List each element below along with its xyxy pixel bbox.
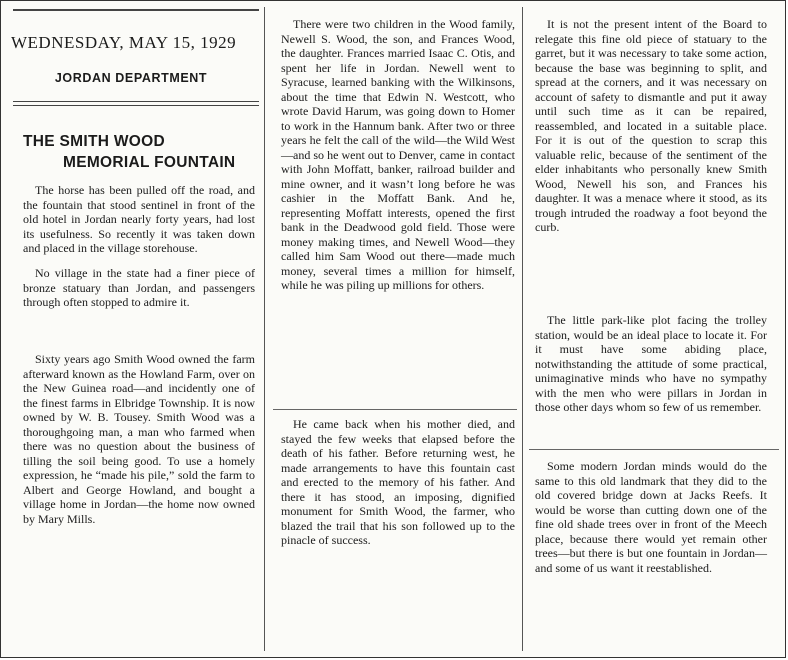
paragraph: The horse has been pulled off the road, and the fountain that stood sentinel in front of the old hotel in Jordan nearly forty years, had lost its usefulness. So recently it was taken down and placed in the village storehouse. bbox=[23, 183, 255, 255]
column-rule bbox=[522, 7, 523, 651]
masthead-divider bbox=[13, 105, 259, 106]
dateline: WEDNESDAY, MAY 15, 1929 bbox=[11, 33, 237, 52]
section-rule bbox=[529, 449, 779, 450]
column-1 bbox=[5, 1, 263, 657]
headline-line-2: MEMORIAL FOUNTAIN bbox=[63, 154, 236, 171]
paragraph: The little park-like plot facing the trolley station, would be an ideal place to locate it. For it must have some abiding place, notwithstanding the attitude of some practical, unimaginative minds who have no sympathy with the men who were pillars in Jordan in those other days whom so few of us remember. bbox=[535, 313, 767, 414]
masthead-box bbox=[13, 9, 259, 101]
paragraph: There were two children in the Wood family, Newell S. Wood, the son, and Frances Wood, the daughter. Frances married Isaac C. Otis, and spent her life in Jordan. Newell went to Syracuse, learned banking with the Wilkinsons, about the time that Edwin N. Westcott, who wrote David Harum, was going down to Homer to work in the Hannum bank. After two or three years he felt the call of the wild—the Wild West—and so he went out to Denver, came in contact with John Moffatt, banker, railroad builder and mine owner, and it wasn’t long before he was cashier in the Moffatt Bank. And he, representing Moffatt interests, opened the first bank in the Deadwood gold field. Those were money making times, and Newell Wood—they called him Sam Wood out there—made much money, several times a million for himself, while he was piling up millions for others. bbox=[281, 17, 515, 292]
paragraph: Some modern Jordan minds would do the same to this old landmark that they did to the old covered bridge down at Jacks Reefs. It would be worse than cutting down one of the fine old shade trees over in front of the Meech place, because there would yet remain other trees—but there is but one fountain in Jordan—and some of us want it reestablished. bbox=[535, 459, 767, 575]
section-rule bbox=[273, 409, 517, 410]
paragraph: He came back when his mother died, and stayed the few weeks that elapsed before the death of his father. Before returning west, he made arrangements to have this fountain cast and erected to the memory of his father. And there it has stood, an imposing, dignified monument for Smith Wood, the farmer, who blazed the trail that his son followed up to the pinacle of success. bbox=[281, 417, 515, 547]
masthead-divider bbox=[13, 101, 259, 102]
paragraph: No village in the state had a finer piece of bronze statuary than Jordan, and passengers through often stopped to admire it. bbox=[23, 266, 255, 309]
article-headline bbox=[23, 131, 263, 173]
paragraph: It is not the present intent of the Board to relegate this fine old piece of statuary to the garret, but it was necessary to take some action, because the base was beginning to split, and spread at the corners, and it was necessary on account of safety to dismantle and put it away until such time as it can be repaired, reassembled, and located in a suitable place. For it is out of the question to scrap this valuable relic, because of the sentiment of the elder inhabitants who personally knew Smith Wood, Newell his son, and Frances his daughter. It was a menace where it stood, as its trough intruded the roadway a foot beyond the curb. bbox=[535, 17, 767, 234]
paragraph: Sixty years ago Smith Wood owned the farm afterward known as the Howland Farm, over on the New Guinea road—and incidently one of the finest farms in Elbridge Township. It is now owned by W. B. Tousey. Smith Wood was a thoroughgoing man, a man who farmed when there was no question about the business of tilling the soil being good. To use a homely expression, he “made his pile,” sold the farm to Albert and George Howland, and bought a village home in Jordan—the home now owned by Mary Mills. bbox=[23, 352, 255, 526]
department-label: JORDAN DEPARTMENT bbox=[54, 71, 208, 85]
headline-line-1: THE SMITH WOOD bbox=[23, 133, 165, 150]
column-rule bbox=[264, 7, 265, 651]
